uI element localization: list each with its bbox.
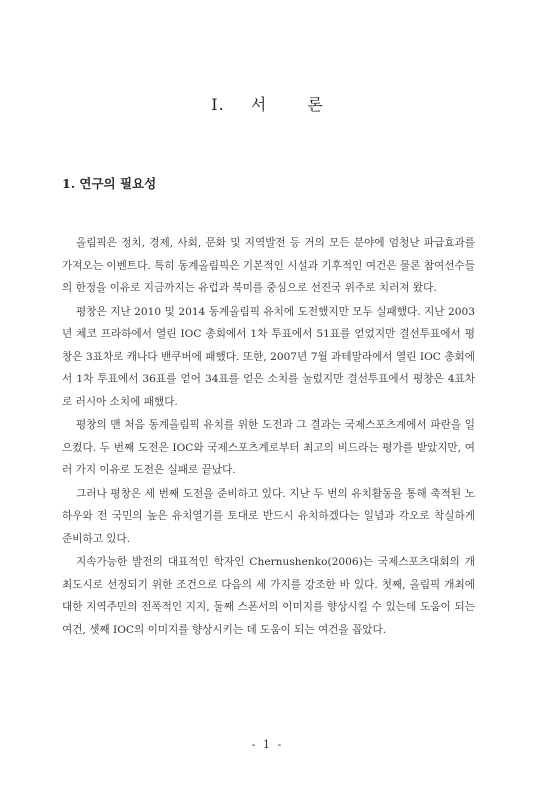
body-text xyxy=(62,232,475,642)
paragraph: 올림픽은 정치, 경제, 사회, 문화 및 지역발전 등 거의 모든 분야에 엄청난 파급효과를 가져오는 이벤트다. 특히 동계올림픽은 기본적인 시설과 기후적인 여건은 물론 참여선수들의 한정을 이유로 지금까지는 유럽과 북미를 중심으로 선진국 위주로 치러져 왔다. xyxy=(62,237,475,294)
chapter-number: Ⅰ. xyxy=(211,95,225,114)
paragraph: 지속가능한 발전의 대표적인 학자인 Chernushenko(2006)는 국제스포츠대회의 개최도시로 선정되기 위한 조건으로 다음의 세 가지를 강조한 바 있다. 첫째, 올림픽 개최에 대한 지역주민의 전폭적인 지지, 둘째 스폰서의 이미지를 향상시킬 수 있는데 도움이 되는 여건, 셋째 IOC의 이미지를 향상시키는 데 도움이 되는 여건을 꼽았다. xyxy=(62,556,475,636)
paragraph: 평창의 맨 처음 동계올림픽 유치를 위한 도전과 그 결과는 국제스포츠계에서 파란을 일으켰다. 두 번째 도전은 IOC와 국제스포츠계로부터 최고의 비드라는 평가를 받았지만, 여러 가지 이유로 도전은 실패로 끝났다. xyxy=(62,419,475,476)
page-number: - 1 - xyxy=(251,738,284,751)
paragraph: 평창은 지난 2010 및 2014 동계올림픽 유치에 도전했지만 모두 실패했다. 지난 2003년 체코 프라하에서 열린 IOC 총회에서 1차 투표에서 51표를 얻었지만 결선투표에서 평창은 3표차로 캐나다 밴쿠버에 패했다. 또한, 2007년 7월 과테말라에서 열린 IOC 총회에서 1차 투표에서 36표를 얻어 34표를 얻은 소치를 눌렀지만 결선투표에서 평창은 4표차로 러시아 소치에 패했다. xyxy=(62,305,475,408)
paragraph: 그러나 평창은 세 번째 도전을 준비하고 있다. 지난 두 번의 유치활동을 통해 축적된 노하우와 전 국민의 높은 유치열기를 토대로 반드시 유치하겠다는 일념과 각오로 착실하게 준비하고 있다. xyxy=(62,487,475,545)
chapter-title xyxy=(0,92,535,115)
chapter-title-text: 서 론 xyxy=(250,95,324,114)
section-heading: 1. 연구의 필요성 xyxy=(62,176,157,191)
